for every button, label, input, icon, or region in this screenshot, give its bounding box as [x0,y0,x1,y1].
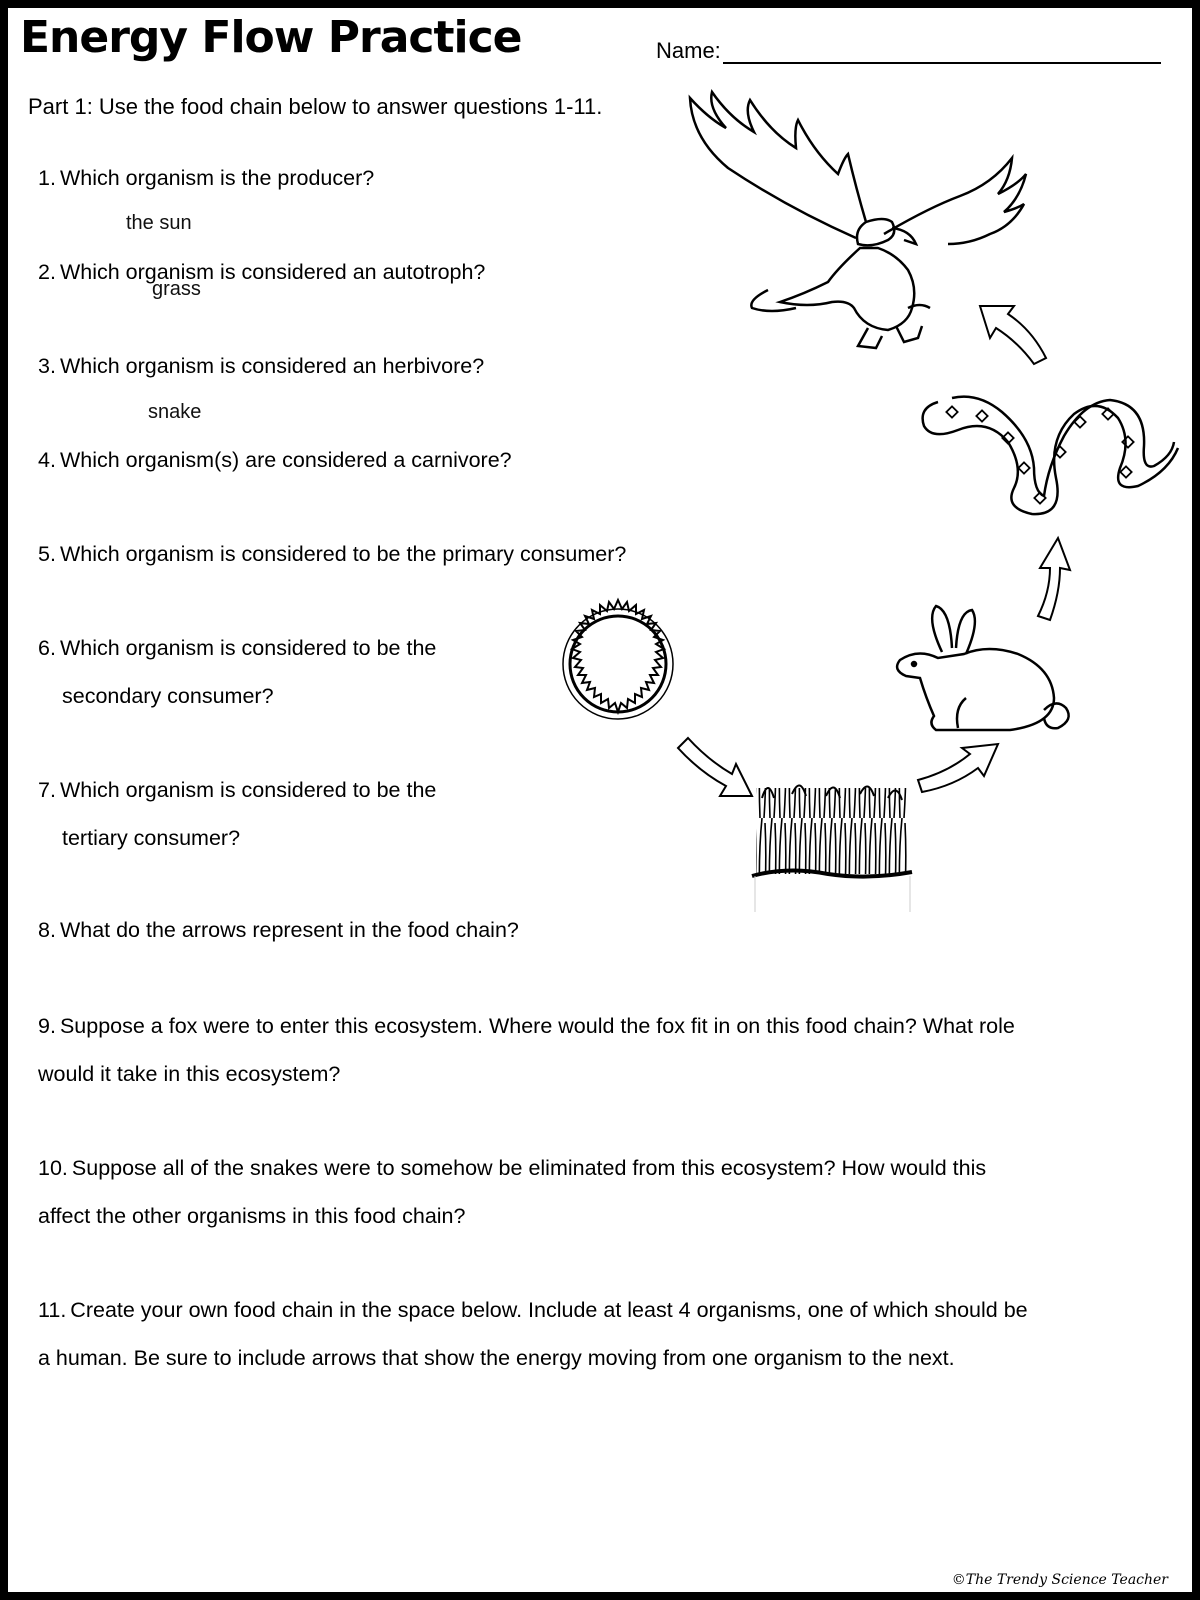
copyright-credit: ©The Trendy Science Teacher [951,1572,1168,1588]
food-chain-diagram [8,8,1192,1592]
question-text-cont: a human. Be sure to include arrows that show the energy moving from one organism to the next. [38,1346,955,1370]
page-title: Energy Flow Practice [20,12,522,63]
question-text-cont: secondary consumer? [62,684,274,708]
answer-3[interactable]: snake [148,401,202,423]
grass-icon [752,785,912,912]
question-number: 8. [38,918,56,942]
answer-2[interactable]: grass [152,278,201,300]
question-text: Which organism is considered to be the [59,636,437,660]
name-label: Name: [656,38,721,63]
question-text-cont: tertiary consumer? [62,826,241,850]
question-text: Which organism is considered an autotroph? [59,260,486,284]
question-text-cont: affect the other organisms in this food chain? [38,1204,466,1228]
question-number: 10. [38,1156,68,1180]
question-text: Which organism(s) are considered a carnivore? [59,448,512,472]
question-text: Which organism is the producer? [59,166,375,190]
eagle-icon [690,92,1026,348]
question-text: Which organism is considered to be the [59,778,437,802]
arrow-icon [1038,538,1070,620]
arrow-icon [918,744,998,792]
question-number: 5. [38,542,56,566]
question-text: Suppose a fox were to enter this ecosystem. Where would the fox fit in on this food chain? What role [59,1014,1015,1038]
worksheet-page [8,8,1192,1592]
snake-icon [923,397,1178,514]
question-text: Which organism is considered an herbivore? [59,354,485,378]
question-number: 2. [38,260,56,284]
question-text: Which organism is considered to be the primary consumer? [59,542,627,566]
question-number: 9. [38,1014,56,1038]
question-number: 3. [38,354,56,378]
question-text: Create your own food chain in the space below. Include at least 4 organisms, one of which should be [70,1298,1028,1322]
question-number: 4. [38,448,56,472]
arrow-icon [980,306,1046,364]
question-text: Suppose all of the snakes were to somehow be eliminated from this ecosystem? How would this [71,1156,987,1180]
question-text: What do the arrows represent in the food chain? [59,918,519,942]
question-number: 6. [38,636,56,660]
question-number: 7. [38,778,56,802]
rabbit-icon [897,606,1069,730]
question-text-cont: would it take in this ecosystem? [38,1062,341,1086]
question-number: 11. [38,1298,67,1322]
question-number: 1. [38,166,56,190]
arrow-icon [678,738,752,796]
sun-icon [563,600,673,719]
part-heading: Part 1: Use the food chain below to answer questions 1-11. [28,94,603,119]
answer-1[interactable]: the sun [126,212,192,234]
